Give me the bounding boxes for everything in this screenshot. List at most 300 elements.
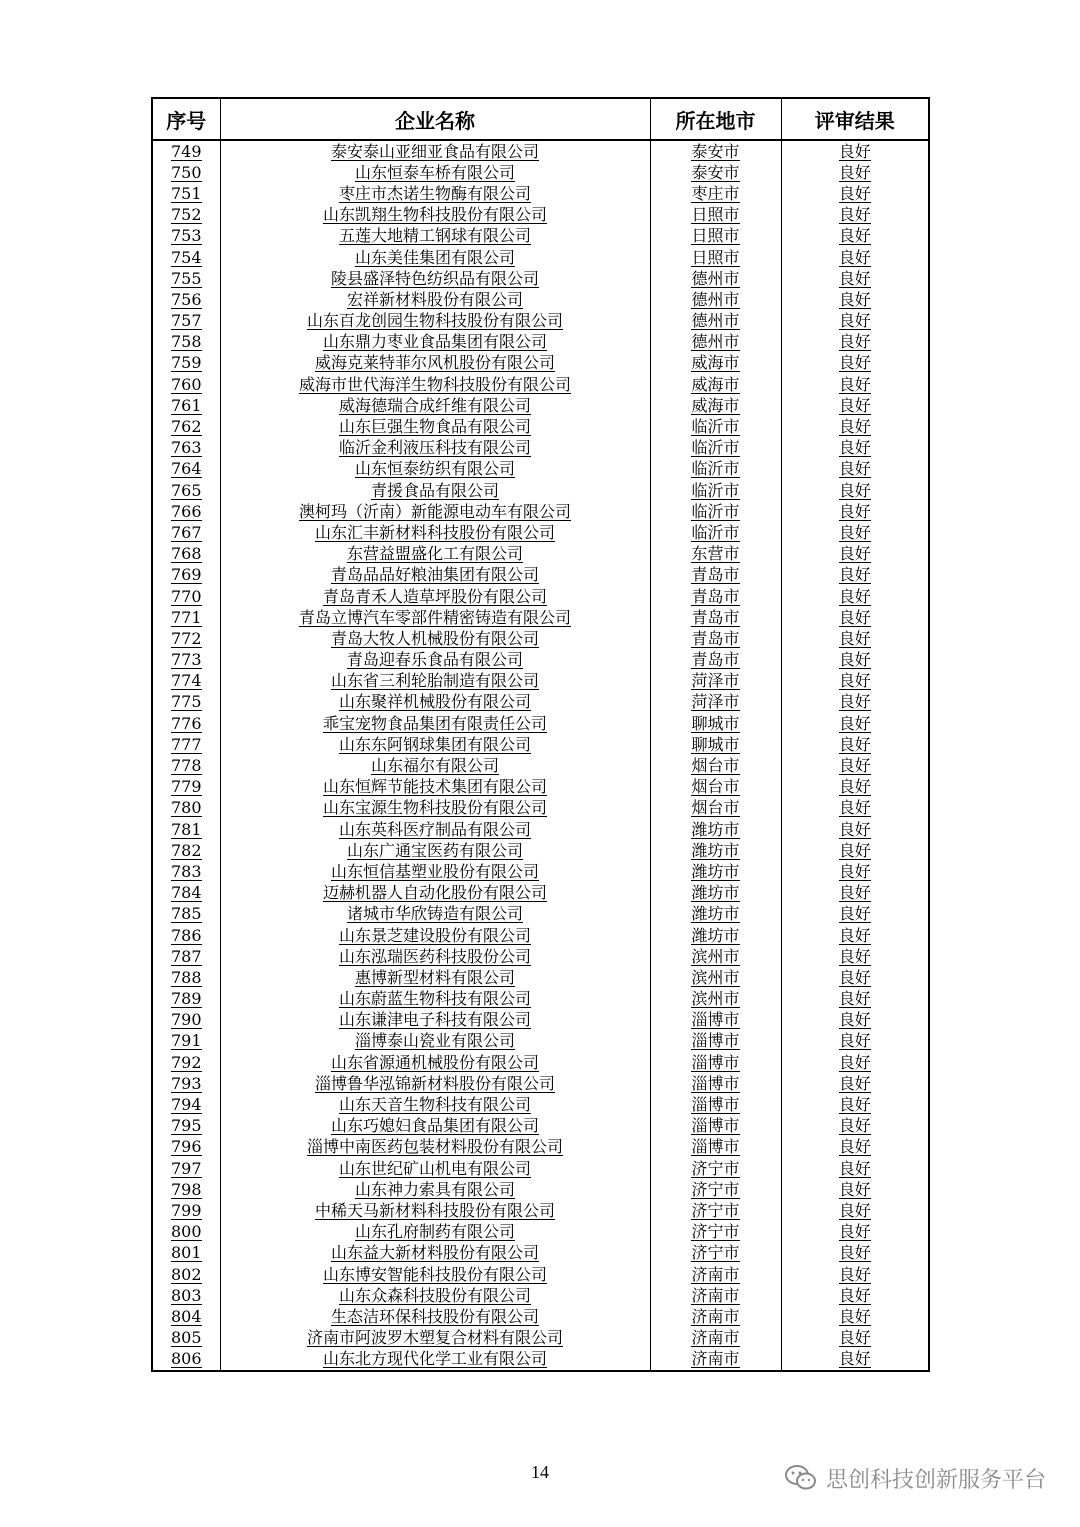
cell-review-result-text: 良好 [838, 226, 871, 246]
cell-city [650, 671, 781, 692]
cell-company-name [220, 883, 650, 904]
cell-company-name-text: 山东泓瑞医药科技股份公司 [338, 946, 531, 966]
cell-serial [152, 1328, 220, 1349]
cell-serial [152, 544, 220, 565]
cell-company-name [220, 247, 650, 268]
cell-serial-text: 786 [170, 925, 202, 945]
cell-serial-text: 796 [170, 1137, 202, 1157]
cell-review-result-text: 良好 [838, 1306, 871, 1326]
cell-review-result-text: 良好 [838, 1073, 871, 1093]
cell-city [650, 1116, 781, 1137]
cell-city [650, 311, 781, 332]
cell-company-name [220, 1179, 650, 1200]
cell-review-result-text: 良好 [838, 1328, 871, 1348]
cell-city-text: 淄博市 [691, 1095, 740, 1115]
cell-company-name-text: 五莲大地精工钢球有限公司 [338, 226, 531, 246]
company-review-table [151, 97, 930, 1372]
cell-review-result-text: 良好 [838, 332, 871, 352]
table-row [152, 734, 929, 755]
cell-review-result [781, 650, 929, 671]
cell-serial-text: 775 [170, 692, 202, 712]
cell-company-name [220, 522, 650, 543]
cell-company-name [220, 607, 650, 628]
cell-city-text: 泰安市 [691, 141, 740, 161]
cell-serial-text: 750 [170, 162, 202, 182]
cell-serial-text: 760 [170, 374, 202, 394]
cell-review-result-text: 良好 [838, 671, 871, 691]
cell-serial-text: 766 [170, 501, 202, 521]
cell-serial [152, 1179, 220, 1200]
cell-company-name [220, 205, 650, 226]
cell-city-text: 威海市 [691, 374, 740, 394]
cell-review-result [781, 374, 929, 395]
cell-company-name-text: 山东恒泰纺织有限公司 [354, 459, 515, 479]
cell-city [650, 565, 781, 586]
cell-review-result-text: 良好 [838, 692, 871, 712]
cell-serial-text: 756 [170, 289, 202, 309]
cell-serial [152, 1158, 220, 1179]
cell-city [650, 1137, 781, 1158]
cell-review-result [781, 183, 929, 204]
cell-city [650, 713, 781, 734]
cell-serial [152, 353, 220, 374]
cell-company-name [220, 416, 650, 437]
cell-city-text: 青岛市 [691, 607, 740, 627]
table-row [152, 247, 929, 268]
table-row [152, 353, 929, 374]
cell-review-result-text: 良好 [838, 883, 871, 903]
cell-company-name-text: 青岛品品好粮油集团有限公司 [330, 565, 539, 585]
table-row [152, 1116, 929, 1137]
cell-company-name [220, 671, 650, 692]
cell-review-result [781, 395, 929, 416]
cell-company-name-text: 山东省三利轮胎制造有限公司 [330, 671, 539, 691]
cell-city-text: 德州市 [691, 332, 740, 352]
cell-company-name-text: 青岛青禾人造草坪股份有限公司 [322, 586, 547, 606]
cell-company-name-text: 山东神力索具有限公司 [354, 1179, 515, 1199]
cell-company-name [220, 1158, 650, 1179]
cell-city-text: 淄博市 [691, 1031, 740, 1051]
cell-city [650, 1349, 781, 1371]
cell-serial [152, 671, 220, 692]
cell-company-name-text: 山东益大新材料股份有限公司 [330, 1243, 539, 1263]
cell-review-result-text: 良好 [838, 1349, 871, 1369]
cell-city [650, 438, 781, 459]
cell-review-result [781, 1137, 929, 1158]
cell-city-text: 济南市 [691, 1328, 740, 1348]
cell-serial-text: 759 [170, 353, 202, 373]
table-row [152, 1094, 929, 1115]
cell-city [650, 395, 781, 416]
cell-serial-text: 773 [170, 650, 202, 670]
cell-serial-text: 797 [170, 1158, 202, 1178]
cell-company-name-text: 青岛大牧人机械股份有限公司 [330, 628, 539, 648]
cell-review-result-text: 良好 [838, 734, 871, 754]
table-row [152, 501, 929, 522]
cell-city-text: 淄博市 [691, 1137, 740, 1157]
cell-city-text: 威海市 [691, 353, 740, 373]
cell-review-result [781, 1073, 929, 1094]
cell-company-name [220, 777, 650, 798]
cell-city [650, 904, 781, 925]
table-row [152, 989, 929, 1010]
cell-serial [152, 904, 220, 925]
cell-serial-text: 762 [170, 417, 202, 437]
cell-city [650, 650, 781, 671]
cell-company-name [220, 1094, 650, 1115]
cell-city-text: 德州市 [691, 268, 740, 288]
cell-company-name-text: 山东省源通机械股份有限公司 [330, 1052, 539, 1072]
cell-company-name [220, 1116, 650, 1137]
cell-review-result [781, 883, 929, 904]
cell-city-text: 滨州市 [691, 946, 740, 966]
cell-city-text: 青岛市 [691, 628, 740, 648]
cell-review-result-text: 良好 [838, 1158, 871, 1178]
cell-review-result-text: 良好 [838, 205, 871, 225]
cell-company-name [220, 1222, 650, 1243]
cell-serial [152, 1031, 220, 1052]
cell-review-result [781, 777, 929, 798]
cell-serial [152, 989, 220, 1010]
cell-city-text: 青岛市 [691, 565, 740, 585]
cell-serial [152, 607, 220, 628]
cell-city [650, 734, 781, 755]
cell-company-name [220, 840, 650, 861]
cell-company-name [220, 989, 650, 1010]
cell-review-result-text: 良好 [838, 501, 871, 521]
cell-city [650, 501, 781, 522]
cell-serial [152, 332, 220, 353]
cell-review-result [781, 925, 929, 946]
cell-city [650, 205, 781, 226]
cell-company-name [220, 1306, 650, 1327]
cell-company-name [220, 438, 650, 459]
cell-city-text: 临沂市 [691, 438, 740, 458]
cell-company-name [220, 289, 650, 310]
cell-review-result-text: 良好 [838, 1137, 871, 1157]
cell-company-name-text: 陵县盛泽特色纺织品有限公司 [330, 268, 539, 288]
cell-serial-text: 778 [170, 756, 202, 776]
cell-city-text: 临沂市 [691, 459, 740, 479]
cell-city [650, 183, 781, 204]
cell-serial [152, 140, 220, 162]
cell-city [650, 247, 781, 268]
cell-serial [152, 205, 220, 226]
cell-company-name-text: 山东博安智能科技股份有限公司 [322, 1264, 547, 1284]
cell-serial-text: 804 [170, 1306, 202, 1326]
cell-review-result [781, 416, 929, 437]
cell-review-result-text: 良好 [838, 544, 871, 564]
cell-city [650, 1306, 781, 1327]
cell-review-result-text: 良好 [838, 777, 871, 797]
cell-review-result [781, 1243, 929, 1264]
cell-serial-text: 780 [170, 798, 202, 818]
cell-company-name-text: 山东美佳集团有限公司 [354, 247, 515, 267]
cell-review-result [781, 840, 929, 861]
cell-serial [152, 1010, 220, 1031]
cell-review-result-text: 良好 [838, 713, 871, 733]
table-row [152, 183, 929, 204]
cell-serial-text: 777 [170, 734, 202, 754]
cell-review-result [781, 1264, 929, 1285]
cell-serial-text: 767 [170, 522, 202, 542]
cell-company-name [220, 162, 650, 183]
cell-serial-text: 753 [170, 226, 202, 246]
cell-serial [152, 1116, 220, 1137]
table-row [152, 1073, 929, 1094]
cell-serial-text: 752 [170, 205, 202, 225]
cell-serial [152, 438, 220, 459]
cell-city [650, 607, 781, 628]
cell-city [650, 989, 781, 1010]
cell-serial-text: 761 [170, 395, 202, 415]
cell-review-result [781, 1052, 929, 1073]
cell-review-result-text: 良好 [838, 1031, 871, 1051]
cell-serial-text: 805 [170, 1328, 202, 1348]
cell-serial-text: 754 [170, 247, 202, 267]
cell-city [650, 1264, 781, 1285]
cell-serial [152, 1306, 220, 1327]
cell-review-result [781, 140, 929, 162]
cell-serial-text: 784 [170, 883, 202, 903]
cell-city-text: 聊城市 [691, 734, 740, 754]
cell-serial-text: 806 [170, 1349, 202, 1369]
cell-company-name [220, 650, 650, 671]
cell-serial [152, 734, 220, 755]
cell-company-name-text: 山东北方现代化学工业有限公司 [322, 1349, 547, 1369]
cell-serial [152, 565, 220, 586]
cell-city-text: 淄博市 [691, 1010, 740, 1030]
cell-review-result-text: 良好 [838, 1243, 871, 1263]
cell-serial [152, 840, 220, 861]
cell-serial [152, 586, 220, 607]
cell-company-name-text: 枣庄市杰诺生物酶有限公司 [338, 183, 531, 203]
cell-serial-text: 776 [170, 713, 202, 733]
cell-city-text: 烟台市 [691, 777, 740, 797]
cell-company-name [220, 374, 650, 395]
watermark [784, 1462, 1046, 1494]
table-row [152, 1010, 929, 1031]
cell-review-result-text: 良好 [838, 1095, 871, 1115]
table-row [152, 798, 929, 819]
watermark-text: 思创科技创新服务平台 [825, 1467, 1046, 1493]
cell-company-name [220, 819, 650, 840]
cell-company-name [220, 1137, 650, 1158]
cell-city-text: 日照市 [691, 247, 740, 267]
cell-city-text: 济南市 [691, 1285, 740, 1305]
cell-review-result-text: 良好 [838, 311, 871, 331]
table-row [152, 1158, 929, 1179]
table-row [152, 967, 929, 988]
cell-review-result-text: 良好 [838, 1200, 871, 1220]
cell-serial-text: 763 [170, 438, 202, 458]
cell-company-name-text: 诸城市华欣铸造有限公司 [346, 904, 523, 924]
cell-company-name-text: 山东恒辉节能技术集团有限公司 [322, 777, 547, 797]
cell-company-name [220, 480, 650, 501]
cell-city-text: 潍坊市 [691, 840, 740, 860]
cell-serial-text: 800 [170, 1222, 202, 1242]
cell-serial [152, 861, 220, 882]
cell-serial [152, 183, 220, 204]
cell-city-text: 临沂市 [691, 417, 740, 437]
cell-review-result-text: 良好 [838, 183, 871, 203]
table-row [152, 692, 929, 713]
cell-city [650, 332, 781, 353]
cell-serial [152, 925, 220, 946]
cell-company-name-text: 山东广通宝医药有限公司 [346, 840, 523, 860]
cell-review-result [781, 692, 929, 713]
table-row [152, 628, 929, 649]
header-company-name: 企业名称 [220, 98, 650, 140]
cell-company-name-text: 宏祥新材料股份有限公司 [346, 289, 523, 309]
cell-review-result [781, 1306, 929, 1327]
cell-company-name-text: 山东福尔有限公司 [370, 756, 499, 776]
cell-review-result-text: 良好 [838, 268, 871, 288]
cell-serial [152, 459, 220, 480]
table-row [152, 840, 929, 861]
cell-serial-text: 794 [170, 1095, 202, 1115]
cell-company-name-text: 山东巧媳妇食品集团有限公司 [330, 1116, 539, 1136]
cell-serial-text: 803 [170, 1285, 202, 1305]
cell-serial [152, 819, 220, 840]
cell-company-name-text: 山东凯翔生物科技股份有限公司 [322, 205, 547, 225]
cell-serial-text: 755 [170, 268, 202, 288]
cell-company-name-text: 中稀天马新材料科技股份有限公司 [314, 1200, 555, 1220]
cell-city [650, 1031, 781, 1052]
cell-review-result [781, 311, 929, 332]
cell-city-text: 德州市 [691, 311, 740, 331]
header-city: 所在地市 [650, 98, 781, 140]
cell-review-result [781, 1094, 929, 1115]
cell-review-result-text: 良好 [838, 861, 871, 881]
cell-company-name-text: 山东鼎力枣业食品集团有限公司 [322, 332, 547, 352]
cell-city-text: 济宁市 [691, 1222, 740, 1242]
cell-review-result [781, 734, 929, 755]
cell-serial-text: 798 [170, 1179, 202, 1199]
cell-company-name [220, 734, 650, 755]
cell-city-text: 日照市 [691, 226, 740, 246]
cell-serial-text: 781 [170, 819, 202, 839]
cell-review-result-text: 良好 [838, 607, 871, 627]
cell-city-text: 潍坊市 [691, 904, 740, 924]
cell-review-result [781, 946, 929, 967]
cell-city-text: 德州市 [691, 289, 740, 309]
cell-city-text: 临沂市 [691, 480, 740, 500]
cell-city [650, 226, 781, 247]
cell-city [650, 819, 781, 840]
cell-serial [152, 501, 220, 522]
cell-company-name-text: 威海市世代海洋生物科技股份有限公司 [298, 374, 571, 394]
cell-company-name [220, 332, 650, 353]
cell-city-text: 济宁市 [691, 1200, 740, 1220]
table-row [152, 1052, 929, 1073]
cell-serial-text: 782 [170, 840, 202, 860]
cell-serial-text: 795 [170, 1116, 202, 1136]
cell-serial-text: 790 [170, 1010, 202, 1030]
table-row [152, 226, 929, 247]
cell-serial [152, 416, 220, 437]
cell-serial-text: 771 [170, 607, 202, 627]
cell-review-result [781, 438, 929, 459]
cell-city-text: 青岛市 [691, 650, 740, 670]
cell-city [650, 480, 781, 501]
cell-review-result [781, 1116, 929, 1137]
cell-review-result-text: 良好 [838, 247, 871, 267]
cell-city-text: 泰安市 [691, 162, 740, 182]
cell-serial [152, 798, 220, 819]
cell-review-result-text: 良好 [838, 1264, 871, 1284]
page-number: 14 [531, 1462, 549, 1482]
cell-city [650, 1179, 781, 1200]
cell-company-name-text: 临沂金利液压科技有限公司 [338, 438, 531, 458]
cell-review-result-text: 良好 [838, 756, 871, 776]
cell-review-result [781, 544, 929, 565]
cell-serial [152, 289, 220, 310]
cell-company-name [220, 1243, 650, 1264]
cell-review-result [781, 162, 929, 183]
cell-review-result-text: 良好 [838, 904, 871, 924]
header-review-result: 评审结果 [781, 98, 929, 140]
table-row [152, 777, 929, 798]
table-row [152, 946, 929, 967]
cell-company-name-text: 山东英科医疗制品有限公司 [338, 819, 531, 839]
table-row [152, 1306, 929, 1327]
cell-city [650, 692, 781, 713]
cell-review-result-text: 良好 [838, 946, 871, 966]
cell-review-result-text: 良好 [838, 1116, 871, 1136]
cell-company-name [220, 226, 650, 247]
table-row [152, 1349, 929, 1371]
table-row [152, 1243, 929, 1264]
cell-review-result [781, 819, 929, 840]
cell-serial-text: 802 [170, 1264, 202, 1284]
table-row [152, 904, 929, 925]
cell-serial [152, 713, 220, 734]
cell-city [650, 628, 781, 649]
cell-serial [152, 946, 220, 967]
table-row [152, 1285, 929, 1306]
cell-review-result [781, 1285, 929, 1306]
cell-company-name [220, 183, 650, 204]
cell-company-name [220, 353, 650, 374]
cell-company-name [220, 1328, 650, 1349]
cell-city-text: 菏泽市 [691, 692, 740, 712]
table-row [152, 1328, 929, 1349]
cell-review-result [781, 522, 929, 543]
cell-city [650, 755, 781, 776]
cell-company-name [220, 1264, 650, 1285]
cell-review-result-text: 良好 [838, 480, 871, 500]
cell-review-result-text: 良好 [838, 374, 871, 394]
cell-review-result-text: 良好 [838, 967, 871, 987]
table-row [152, 205, 929, 226]
cell-company-name [220, 1349, 650, 1371]
cell-company-name [220, 311, 650, 332]
cell-serial-text: 791 [170, 1031, 202, 1051]
cell-serial-text: 769 [170, 565, 202, 585]
cell-review-result [781, 1222, 929, 1243]
cell-city-text: 青岛市 [691, 586, 740, 606]
cell-review-result-text: 良好 [838, 289, 871, 309]
cell-serial [152, 247, 220, 268]
cell-company-name-text: 淄博泰山瓷业有限公司 [354, 1031, 515, 1051]
cell-serial [152, 1349, 220, 1371]
cell-review-result [781, 798, 929, 819]
cell-review-result [781, 586, 929, 607]
cell-company-name-text: 山东聚祥机械股份有限公司 [338, 692, 531, 712]
cell-city-text: 滨州市 [691, 967, 740, 987]
cell-review-result [781, 459, 929, 480]
